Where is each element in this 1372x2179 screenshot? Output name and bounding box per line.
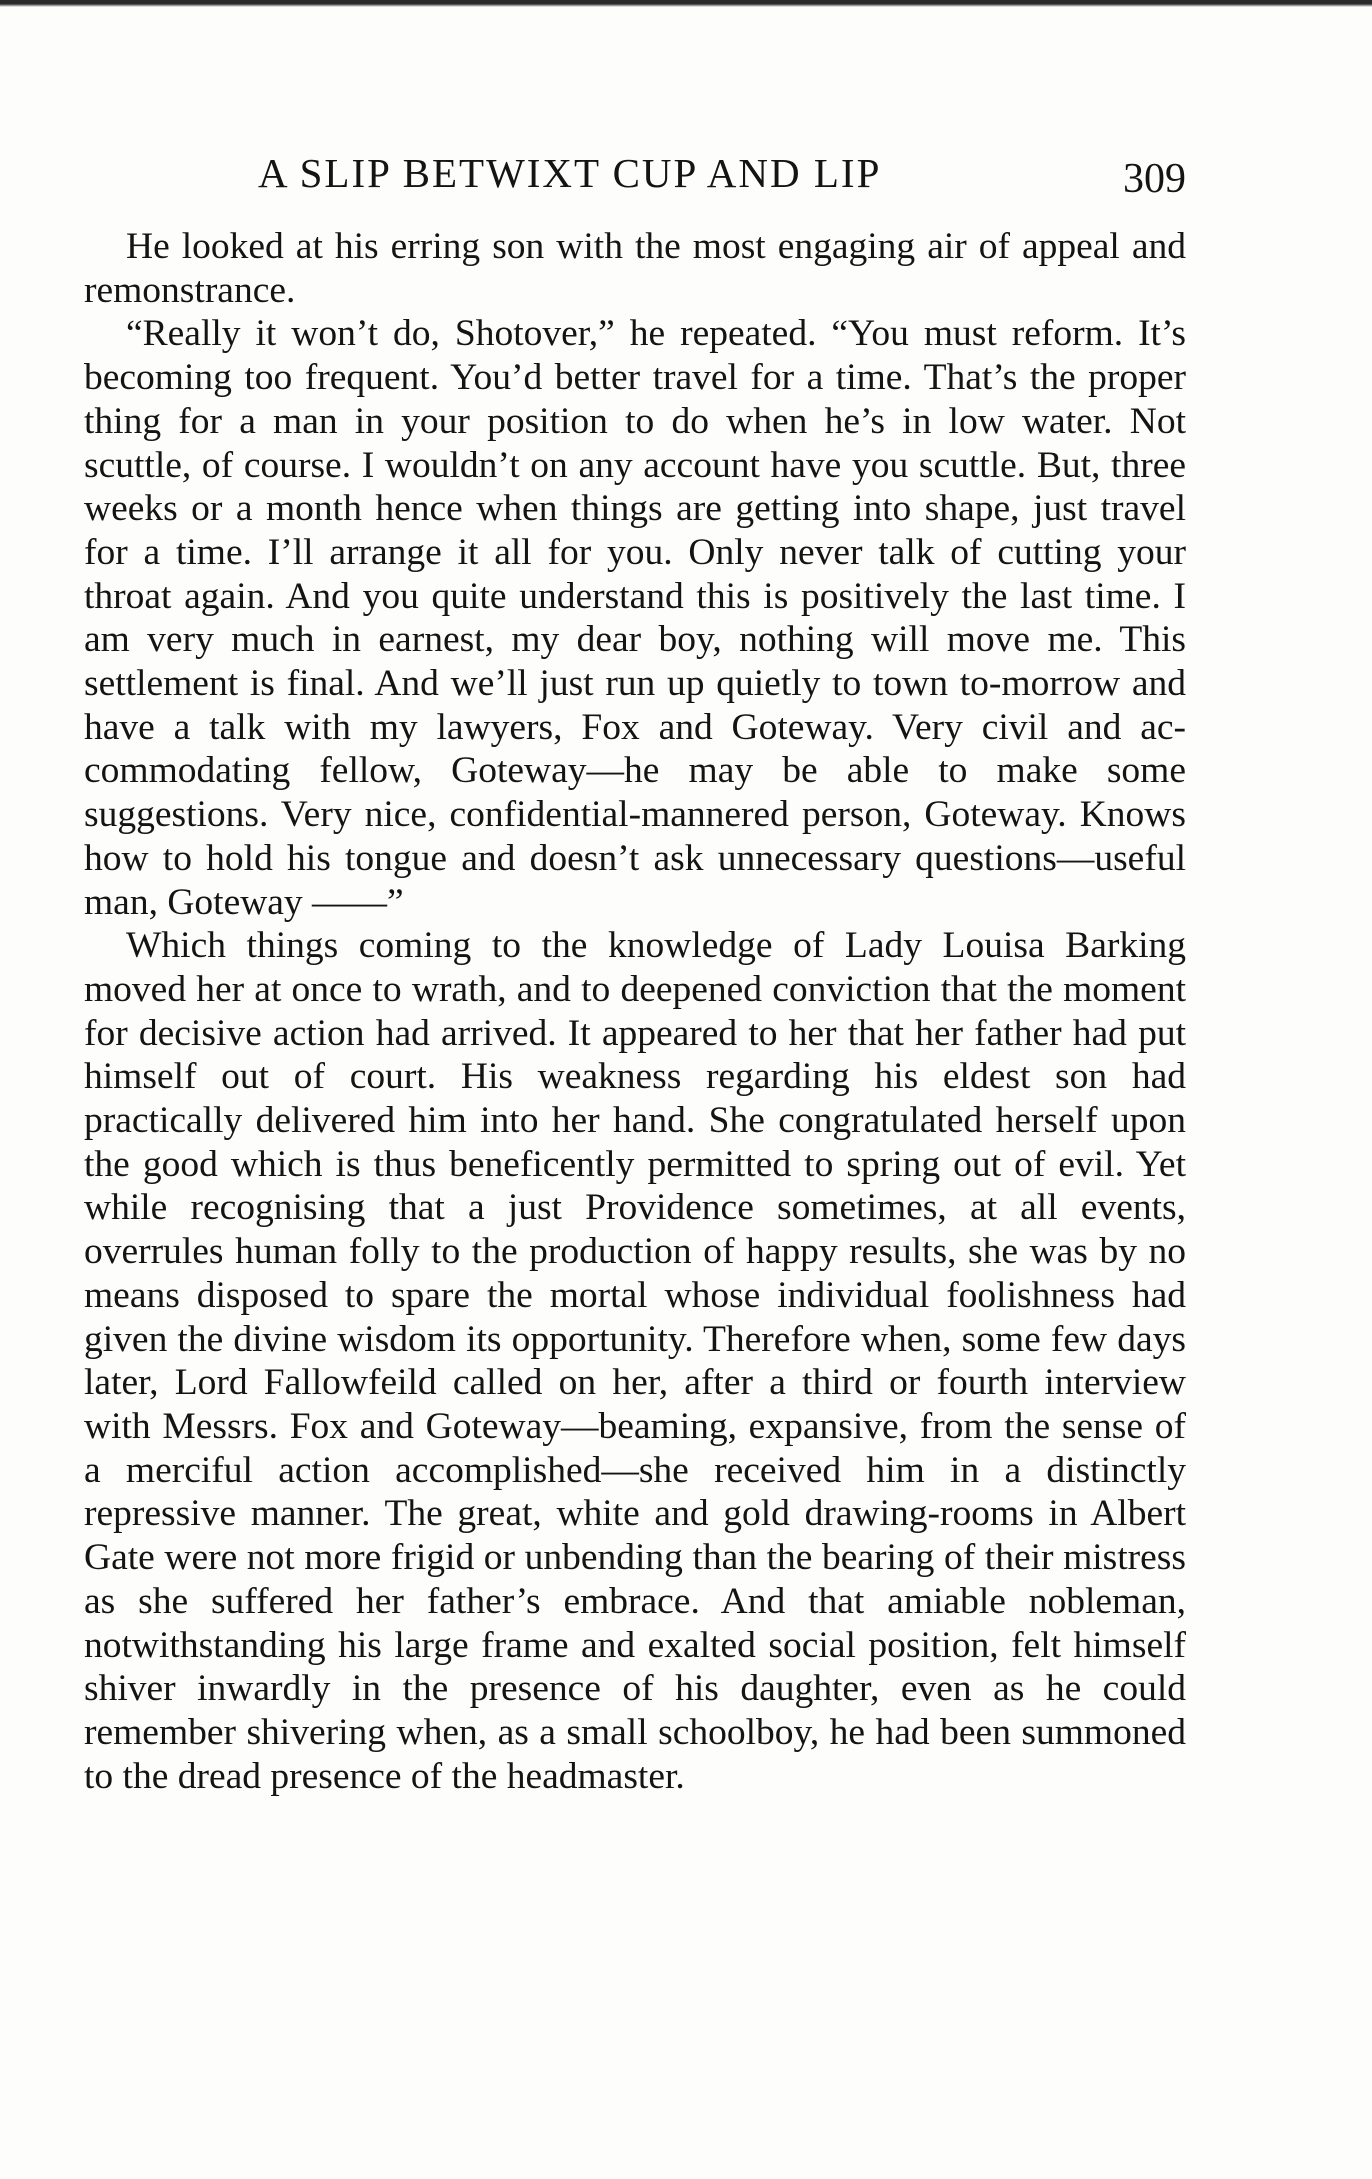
paragraph-1: He looked at his erring son with the most engaging air of appeal and remonstrance. xyxy=(84,226,1186,311)
running-title: A SLIP BETWIXT CUP AND LIP xyxy=(258,150,882,196)
top-edge-rule xyxy=(0,0,1372,7)
paragraph-2: “Really it won’t do, Shotover,” he repeated. “You must reform. It’s becoming too frequent. You’d better travel for a time. That’s the proper thing for a man in your position to do when he’s in low water. Not scuttle, of course. I wouldn’t on any account have you scuttle. But, three weeks or a month hence when things are getting into shape, just travel for a time. I’ll arrange it all for you. Only never talk of cutting your throat again. And you quite understand this is positively the last time. I am very much in earnest, my dear boy, nothing will move me. This settlement is final. And we’ll just run up quietly to town to-morrow and have a talk with my lawyers, Fox and Goteway. Very civil and accommodating fellow, Goteway—he may be able to make some suggestions. Very nice, confidential-mannered person, Goteway. Knows how to hold his tongue and doesn’t ask unnecessary questions—useful man, Goteway ——” xyxy=(84,313,1186,923)
running-head xyxy=(84,143,1186,203)
page-number: 309 xyxy=(1123,156,1186,202)
paragraph-3: Which things coming to the knowledge of Lady Louisa Barking moved her at once to wrath, and to deepened conviction that the moment for decisive action had arrived. It appeared to her that her father had put himself out of court. His weakness regarding his eldest son had practically delivered him into her hand. She congratulated herself upon the good which is thus beneficently permitted to spring out of evil. Yet while recognising that a just Providence sometimes, at all events, overrules human folly to the production of happy results, she was by no means disposed to spare the mortal whose individual foolishness had given the divine wisdom its opportunity. Therefore when, some few days later, Lord Fallowfeild called on her, after a third or fourth interview with Messrs. Fox and Goteway—beaming, expansive, from the sense of a merciful action accomplished—she received him in a distinctly repressive manner. The great, white and gold drawing-rooms in Albert Gate were not more frigid or unbending than the bearing of their mistress as she suffered her father’s embrace. And that amiable nobleman, notwithstanding his large frame and exalted social position, felt himself shiver inwardly in the presence of his daughter, even as he could remember shivering when, as a small schoolboy, he had been summoned to the dread presence of the headmaster. xyxy=(84,925,1186,1797)
book-page xyxy=(84,143,1186,1798)
body-text xyxy=(84,225,1186,1798)
